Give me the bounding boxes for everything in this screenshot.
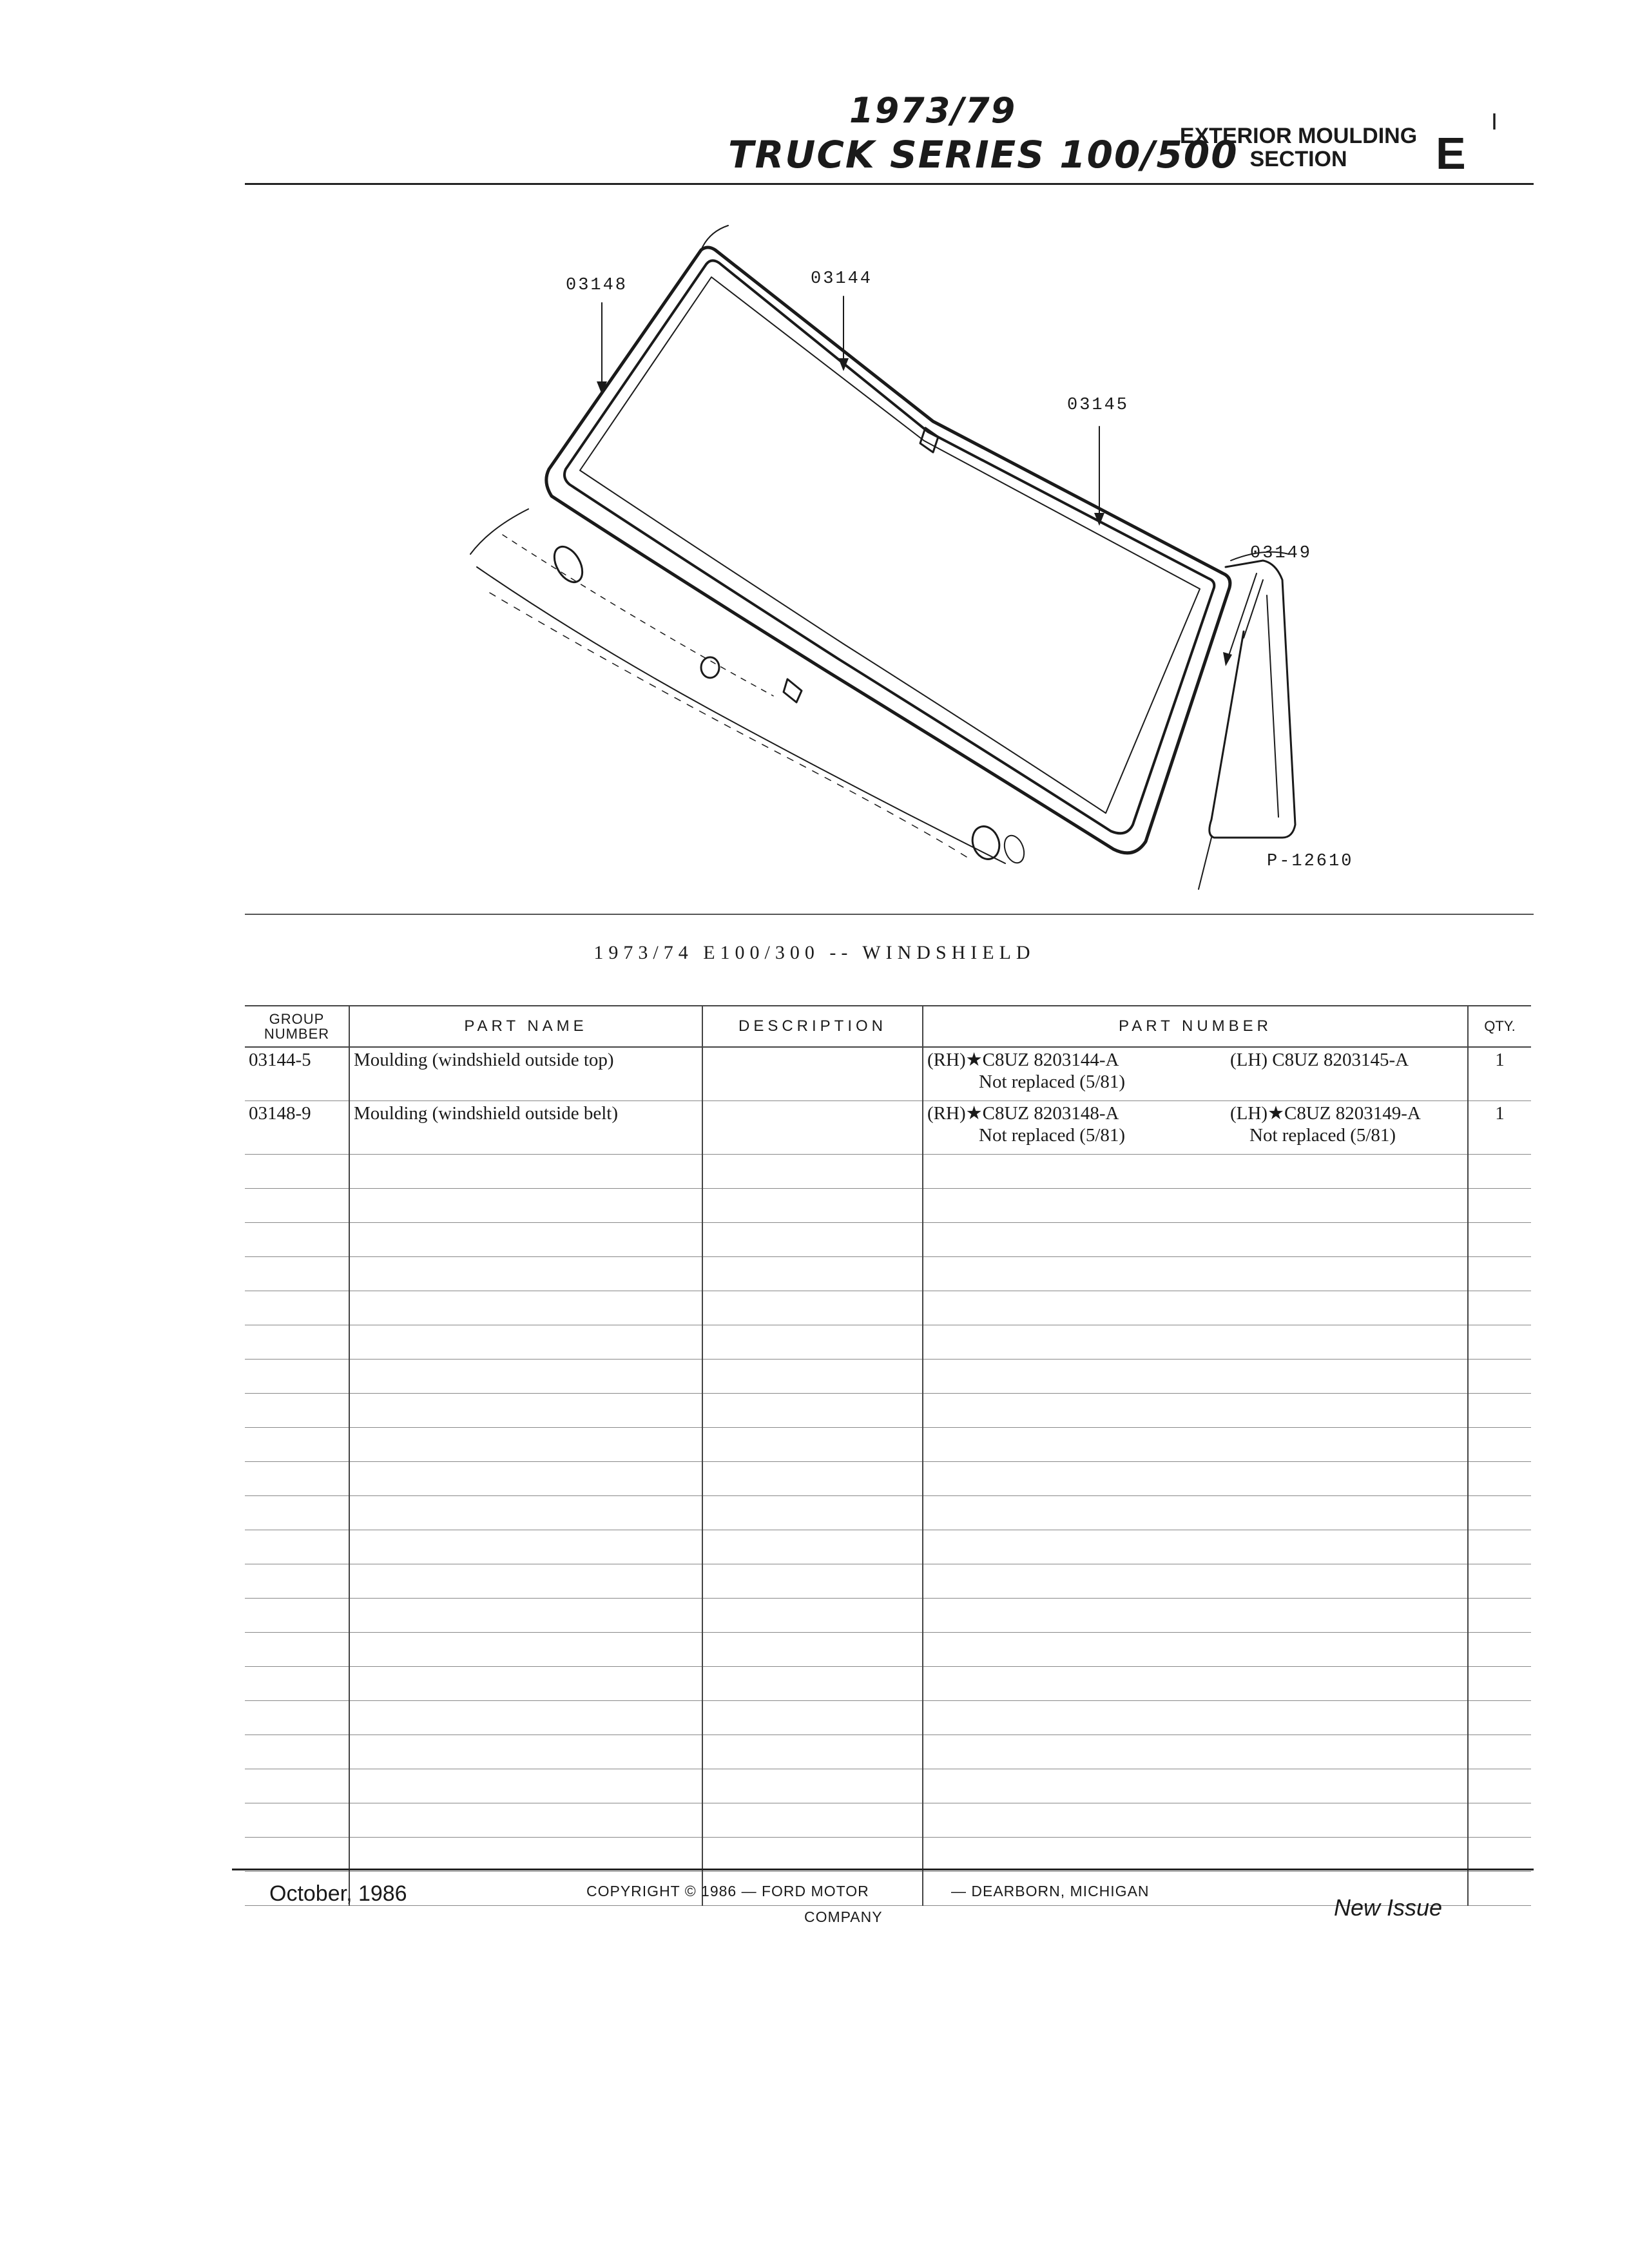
- blank-row: [245, 1462, 1531, 1496]
- table-subtitle: 1973/74 E100/300 -- WINDSHIELD: [593, 942, 1036, 963]
- part-name: Moulding (windshield outside top): [349, 1047, 702, 1101]
- blank-row: [245, 1838, 1531, 1872]
- blank-cell: [349, 1360, 702, 1394]
- part-number-rh: (RH)★C8UZ 8203144-A: [927, 1050, 1119, 1070]
- blank-cell: [702, 1189, 923, 1223]
- blank-cell: [349, 1496, 702, 1530]
- parts-table: [245, 1005, 1531, 1906]
- figure-rule: [245, 914, 1534, 915]
- header-group-line1: GROUP: [269, 1011, 325, 1027]
- page-number: I: [1491, 108, 1498, 135]
- blank-cell: [1468, 1769, 1531, 1803]
- blank-row: [245, 1496, 1531, 1530]
- blank-cell: [245, 1291, 349, 1325]
- callout-03145: 03145: [1067, 396, 1130, 415]
- callout-03144: 03144: [811, 269, 873, 289]
- blank-cell: [702, 1428, 923, 1462]
- blank-cell: [245, 1599, 349, 1633]
- part-number: [923, 1047, 1468, 1101]
- blank-cell: [1468, 1530, 1531, 1564]
- blank-row: [245, 1530, 1531, 1564]
- blank-cell: [245, 1428, 349, 1462]
- blank-cell: [923, 1325, 1468, 1360]
- blank-cell: [1468, 1633, 1531, 1667]
- blank-cell: [923, 1496, 1468, 1530]
- blank-cell: [1468, 1155, 1531, 1189]
- blank-row: [245, 1428, 1531, 1462]
- part-number-rh: (RH)★C8UZ 8203148-A: [927, 1103, 1119, 1124]
- blank-cell: [702, 1667, 923, 1701]
- catalog-series: TRUCK SERIES 100/500: [728, 133, 1239, 177]
- blank-cell: [702, 1360, 923, 1394]
- blank-cell: [1468, 1838, 1531, 1872]
- blank-cell: [702, 1838, 923, 1872]
- table-row: [245, 1101, 1531, 1155]
- blank-cell: [923, 1701, 1468, 1735]
- footer-copyright: COPYRIGHT © 1986 — FORD MOTOR: [586, 1883, 869, 1899]
- blank-cell: [245, 1394, 349, 1428]
- blank-cell: [245, 1462, 349, 1496]
- blank-cell: [349, 1735, 702, 1769]
- blank-row: [245, 1803, 1531, 1838]
- qty: 1: [1468, 1047, 1531, 1101]
- blank-cell: [349, 1599, 702, 1633]
- blank-cell: [245, 1257, 349, 1291]
- header-description: DESCRIPTION: [702, 1006, 923, 1047]
- blank-cell: [349, 1838, 702, 1872]
- description: [702, 1101, 923, 1155]
- blank-cell: [923, 1428, 1468, 1462]
- blank-cell: [702, 1257, 923, 1291]
- blank-cell: [349, 1633, 702, 1667]
- blank-cell: [1468, 1428, 1531, 1462]
- blank-cell: [702, 1803, 923, 1838]
- blank-cell: [923, 1667, 1468, 1701]
- blank-cell: [923, 1803, 1468, 1838]
- part-name: Moulding (windshield outside belt): [349, 1101, 702, 1155]
- blank-cell: [1468, 1257, 1531, 1291]
- blank-cell: [1468, 1667, 1531, 1701]
- blank-cell: [245, 1564, 349, 1599]
- blank-cell: [702, 1223, 923, 1257]
- blank-row: [245, 1155, 1531, 1189]
- note-lh: Not replaced (5/81): [1249, 1125, 1396, 1146]
- blank-row: [245, 1564, 1531, 1599]
- part-number: [923, 1101, 1468, 1155]
- blank-cell: [1468, 1872, 1531, 1906]
- header-group-line2: NUMBER: [264, 1026, 330, 1042]
- blank-cell: [1468, 1394, 1531, 1428]
- footer-date: October, 1986: [269, 1881, 407, 1906]
- blank-cell: [923, 1769, 1468, 1803]
- blank-cell: [349, 1428, 702, 1462]
- blank-cell: [923, 1291, 1468, 1325]
- blank-cell: [349, 1667, 702, 1701]
- footer-city: — DEARBORN, MICHIGAN: [951, 1883, 1150, 1899]
- blank-cell: [923, 1599, 1468, 1633]
- blank-cell: [702, 1633, 923, 1667]
- blank-cell: [245, 1667, 349, 1701]
- blank-cell: [1468, 1803, 1531, 1838]
- footer-issue: New Issue: [1334, 1894, 1443, 1921]
- blank-cell: [1468, 1189, 1531, 1223]
- blank-cell: [349, 1223, 702, 1257]
- blank-cell: [245, 1701, 349, 1735]
- blank-cell: [923, 1633, 1468, 1667]
- blank-cell: [1468, 1462, 1531, 1496]
- table-header-row: [245, 1006, 1531, 1047]
- blank-cell: [702, 1394, 923, 1428]
- blank-cell: [702, 1599, 923, 1633]
- blank-cell: [349, 1564, 702, 1599]
- blank-cell: [702, 1291, 923, 1325]
- blank-cell: [702, 1701, 923, 1735]
- blank-cell: [245, 1325, 349, 1360]
- part-number-lh: (LH)★C8UZ 8203149-A: [1230, 1103, 1421, 1124]
- blank-cell: [702, 1564, 923, 1599]
- footer-company: COMPANY: [804, 1908, 883, 1925]
- blank-cell: [349, 1325, 702, 1360]
- blank-row: [245, 1257, 1531, 1291]
- blank-cell: [349, 1394, 702, 1428]
- blank-cell: [245, 1155, 349, 1189]
- blank-cell: [349, 1769, 702, 1803]
- blank-cell: [702, 1530, 923, 1564]
- blank-cell: [1468, 1291, 1531, 1325]
- blank-row: [245, 1325, 1531, 1360]
- header-part-number: PART NUMBER: [923, 1006, 1468, 1047]
- blank-cell: [702, 1735, 923, 1769]
- part-number-lh: (LH) C8UZ 8203145-A: [1230, 1050, 1409, 1070]
- qty: 1: [1468, 1101, 1531, 1155]
- blank-cell: [245, 1769, 349, 1803]
- blank-cell: [923, 1462, 1468, 1496]
- blank-row: [245, 1701, 1531, 1735]
- blank-cell: [349, 1462, 702, 1496]
- header-group-number: [245, 1006, 349, 1047]
- blank-cell: [1468, 1701, 1531, 1735]
- blank-cell: [349, 1803, 702, 1838]
- blank-row: [245, 1394, 1531, 1428]
- blank-cell: [923, 1564, 1468, 1599]
- blank-cell: [1468, 1599, 1531, 1633]
- blank-cell: [923, 1360, 1468, 1394]
- section-title-line1: EXTERIOR MOULDING: [1179, 124, 1418, 148]
- blank-cell: [1468, 1496, 1531, 1530]
- table-row: [245, 1047, 1531, 1101]
- blank-cell: [245, 1735, 349, 1769]
- blank-cell: [702, 1496, 923, 1530]
- blank-cell: [923, 1394, 1468, 1428]
- catalog-years: 1973/79: [849, 90, 1017, 131]
- group-number: 03144-5: [245, 1047, 349, 1101]
- note-rh: Not replaced (5/81): [979, 1072, 1126, 1092]
- blank-cell: [245, 1530, 349, 1564]
- blank-cell: [349, 1257, 702, 1291]
- footer-rule: [232, 1869, 1534, 1870]
- blank-row: [245, 1599, 1531, 1633]
- windshield-illustration: [0, 0, 1629, 928]
- blank-cell: [702, 1155, 923, 1189]
- note-lh: [1230, 1071, 1463, 1093]
- blank-cell: [1468, 1325, 1531, 1360]
- blank-cell: [923, 1223, 1468, 1257]
- description: [702, 1047, 923, 1101]
- blank-cell: [349, 1530, 702, 1564]
- header-qty: QTY.: [1468, 1006, 1531, 1047]
- blank-cell: [245, 1189, 349, 1223]
- blank-cell: [702, 1325, 923, 1360]
- illustration-id: P-12610: [1267, 852, 1354, 871]
- blank-cell: [702, 1769, 923, 1803]
- blank-cell: [923, 1155, 1468, 1189]
- blank-cell: [923, 1838, 1468, 1872]
- blank-row: [245, 1769, 1531, 1803]
- group-number: 03148-9: [245, 1101, 349, 1155]
- blank-cell: [349, 1291, 702, 1325]
- header-part-name: PART NAME: [349, 1006, 702, 1047]
- blank-cell: [1468, 1735, 1531, 1769]
- blank-cell: [923, 1257, 1468, 1291]
- blank-cell: [245, 1223, 349, 1257]
- note-rh: Not replaced (5/81): [979, 1125, 1126, 1146]
- blank-cell: [349, 1701, 702, 1735]
- blank-cell: [349, 1189, 702, 1223]
- blank-cell: [245, 1496, 349, 1530]
- blank-cell: [923, 1189, 1468, 1223]
- blank-row: [245, 1360, 1531, 1394]
- blank-cell: [245, 1803, 349, 1838]
- blank-cell: [702, 1462, 923, 1496]
- blank-row: [245, 1667, 1531, 1701]
- blank-row: [245, 1735, 1531, 1769]
- blank-row: [245, 1223, 1531, 1257]
- blank-cell: [245, 1838, 349, 1872]
- blank-cell: [245, 1360, 349, 1394]
- blank-cell: [245, 1633, 349, 1667]
- callout-03148: 03148: [566, 276, 628, 295]
- blank-cell: [1468, 1223, 1531, 1257]
- section-letter: E: [1436, 128, 1466, 178]
- blank-row: [245, 1633, 1531, 1667]
- section-title-line2: SECTION: [1249, 147, 1347, 171]
- blank-row: [245, 1189, 1531, 1223]
- blank-cell: [349, 1155, 702, 1189]
- blank-cell: [1468, 1564, 1531, 1599]
- blank-row: [245, 1291, 1531, 1325]
- blank-cell: [923, 1735, 1468, 1769]
- blank-cell: [1468, 1360, 1531, 1394]
- callout-03149: 03149: [1250, 544, 1313, 563]
- blank-cell: [923, 1530, 1468, 1564]
